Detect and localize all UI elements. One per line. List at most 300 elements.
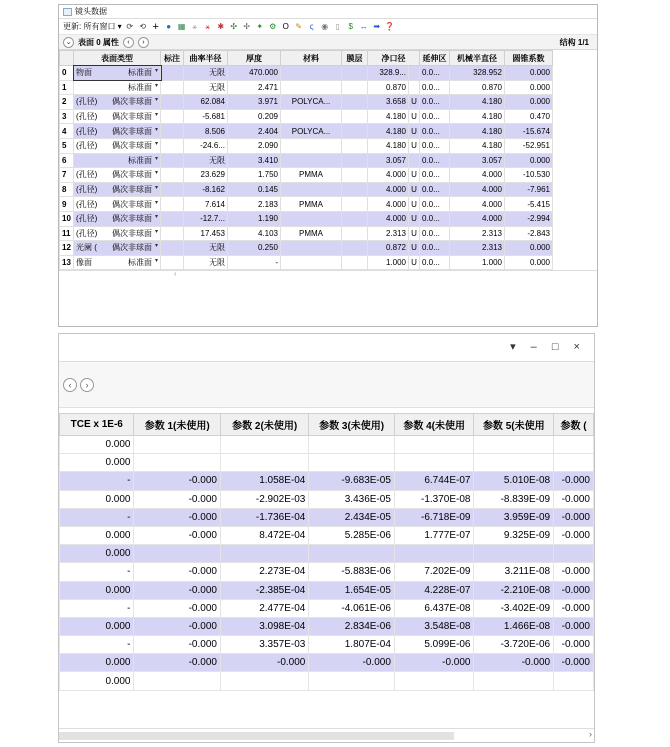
row-index[interactable]: 3 <box>60 109 74 124</box>
parameter-cell[interactable]: 9.325E-09 <box>474 526 554 544</box>
chip-zone-cell[interactable]: 0.0... <box>420 241 450 256</box>
solve-flag-cell[interactable]: U <box>409 109 420 124</box>
radius-cell[interactable]: -24.6... <box>184 138 228 153</box>
mech-semi-dia-cell[interactable]: 328.952 <box>450 66 505 81</box>
coating-cell[interactable] <box>342 197 368 212</box>
radius-cell[interactable]: -12.7... <box>184 211 228 226</box>
table-row[interactable] <box>60 153 553 168</box>
coating-cell[interactable] <box>342 226 368 241</box>
parameter-cell[interactable] <box>554 454 594 472</box>
clear-semi-dia-cell[interactable]: 4.180 <box>368 138 409 153</box>
comment-cell[interactable] <box>161 168 184 183</box>
parameter-cell[interactable]: 2.834E-06 <box>309 617 395 635</box>
clear-semi-dia-cell[interactable]: 4.180 <box>368 109 409 124</box>
coating-cell[interactable] <box>342 124 368 139</box>
mech-semi-dia-cell[interactable]: 4.180 <box>450 109 505 124</box>
radius-cell[interactable]: 7.614 <box>184 197 228 212</box>
table-row[interactable] <box>60 599 594 617</box>
column-header[interactable]: 参数 5(未使用 <box>474 414 554 436</box>
material-cell[interactable]: POLYCA... <box>281 124 342 139</box>
parameter-cell[interactable]: 6.437E-08 <box>394 599 474 617</box>
material-cell[interactable] <box>281 109 342 124</box>
material-cell[interactable] <box>281 66 342 81</box>
mech-semi-dia-cell[interactable]: 4.000 <box>450 197 505 212</box>
link-icon[interactable]: ς <box>309 21 314 31</box>
clear-semi-dia-cell[interactable]: 3.658 <box>368 95 409 110</box>
chip-zone-cell[interactable]: 0.0... <box>420 226 450 241</box>
dropdown-arrow-icon[interactable]: ▾ <box>154 68 158 75</box>
mech-semi-dia-cell[interactable]: 1.000 <box>450 255 505 270</box>
parameter-cell[interactable]: -0.000 <box>134 654 220 672</box>
chip-zone-cell[interactable]: 0.0... <box>420 153 450 168</box>
chip-zone-cell[interactable]: 0.0... <box>420 95 450 110</box>
chip-zone-cell[interactable]: 0.0... <box>420 197 450 212</box>
table-row[interactable] <box>60 182 553 197</box>
clear-semi-dia-cell[interactable]: 4.180 <box>368 124 409 139</box>
parameter-cell[interactable] <box>220 545 308 563</box>
parameter-cell[interactable] <box>394 454 474 472</box>
radius-cell[interactable]: 23.629 <box>184 168 228 183</box>
dropdown-arrow-icon[interactable]: ▾ <box>154 243 158 250</box>
parameter-cell[interactable] <box>554 545 594 563</box>
parameter-cell[interactable]: -2.210E-08 <box>474 581 554 599</box>
column-header[interactable]: 参数 2(未使用) <box>220 414 308 436</box>
parameter-cell[interactable]: -0.000 <box>220 654 308 672</box>
parameter-cell[interactable]: 3.357E-03 <box>220 636 308 654</box>
parameter-cell[interactable]: -4.061E-06 <box>309 599 395 617</box>
table-row[interactable] <box>60 168 553 183</box>
parameter-cell[interactable]: 2.273E-04 <box>220 563 308 581</box>
parameter-cell[interactable]: -0.000 <box>554 636 594 654</box>
conic-cell[interactable]: -7.961 <box>505 182 553 197</box>
coating-cell[interactable] <box>342 211 368 226</box>
parameter-cell[interactable]: -0.000 <box>554 654 594 672</box>
globe-icon[interactable]: ● <box>166 21 172 31</box>
conic-cell[interactable]: -15.674 <box>505 124 553 139</box>
prev-surface-button[interactable]: ‹ <box>63 378 77 392</box>
chip-zone-cell[interactable]: 0.0... <box>420 66 450 81</box>
column-header[interactable]: 厚度 <box>228 51 281 66</box>
conic-cell[interactable]: -5.415 <box>505 197 553 212</box>
parameter-cell[interactable]: -3.402E-09 <box>474 599 554 617</box>
parameter-cell[interactable]: -0.000 <box>134 581 220 599</box>
parameter-cell[interactable]: 2.477E-04 <box>220 599 308 617</box>
collapse-chevron-icon[interactable]: ⌄ <box>63 37 74 48</box>
parameter-cell[interactable]: 0.000 <box>60 454 134 472</box>
table-row[interactable] <box>60 472 594 490</box>
table-row[interactable] <box>60 66 553 81</box>
row-index[interactable]: 11 <box>60 226 74 241</box>
parameter-cell[interactable] <box>394 672 474 690</box>
table-row[interactable] <box>60 211 553 226</box>
radius-cell[interactable]: 8.506 <box>184 124 228 139</box>
table-row[interactable] <box>60 197 553 212</box>
row-index[interactable]: 7 <box>60 168 74 183</box>
parameter-cell[interactable]: -0.000 <box>134 617 220 635</box>
parameter-cell[interactable]: 0.000 <box>60 490 134 508</box>
material-cell[interactable] <box>281 80 342 95</box>
parameter-cell[interactable]: -0.000 <box>134 636 220 654</box>
solve-flag-cell[interactable]: U <box>409 182 420 197</box>
column-header[interactable]: 延伸区 <box>420 51 450 66</box>
surface-properties-label[interactable]: 表面 0 属性 <box>78 37 119 47</box>
table-row[interactable] <box>60 581 594 599</box>
dropdown-arrow-icon[interactable]: ▾ <box>154 97 158 104</box>
parameter-cell[interactable] <box>309 436 395 454</box>
solve-flag-cell[interactable] <box>409 66 420 81</box>
thickness-cell[interactable]: 1.190 <box>228 211 281 226</box>
thickness-cell[interactable]: 2.404 <box>228 124 281 139</box>
surface-type-cell[interactable] <box>74 109 161 124</box>
dropdown-arrow-icon[interactable]: ▾ <box>154 228 158 235</box>
scroll-left-arrow-icon[interactable]: ‹ <box>174 271 177 279</box>
coating-cell[interactable] <box>342 80 368 95</box>
conic-cell[interactable]: -2.843 <box>505 226 553 241</box>
material-cell[interactable]: PMMA <box>281 168 342 183</box>
column-header[interactable]: 净口径 <box>368 51 420 66</box>
ray-icon[interactable]: ⚹ <box>192 21 198 31</box>
solve-flag-cell[interactable] <box>409 153 420 168</box>
table-row[interactable] <box>60 563 594 581</box>
refresh-all-icon[interactable]: ⟲ <box>139 21 147 31</box>
solve-flag-cell[interactable] <box>409 80 420 95</box>
chip-zone-cell[interactable]: 0.0... <box>420 80 450 95</box>
material-cell[interactable] <box>281 241 342 256</box>
table-row[interactable] <box>60 654 594 672</box>
table-row[interactable] <box>60 255 553 270</box>
mech-semi-dia-cell[interactable]: 3.057 <box>450 153 505 168</box>
radius-cell[interactable]: 17.453 <box>184 226 228 241</box>
conic-cell[interactable]: 0.470 <box>505 109 553 124</box>
parameter-cell[interactable]: -2.902E-03 <box>220 490 308 508</box>
material-cell[interactable] <box>281 255 342 270</box>
parameter-cell[interactable]: 0.000 <box>60 672 134 690</box>
parameter-cell[interactable]: -1.736E-04 <box>220 508 308 526</box>
material-cell[interactable] <box>281 153 342 168</box>
surface-type-cell[interactable] <box>74 241 161 256</box>
parameter-cell[interactable]: 1.466E-08 <box>474 617 554 635</box>
table-row[interactable] <box>60 508 594 526</box>
parameter-cell[interactable]: 1.807E-04 <box>309 636 395 654</box>
parameter-cell[interactable]: 1.777E-07 <box>394 526 474 544</box>
parameter-cell[interactable]: 0.000 <box>60 617 134 635</box>
parameter-cell[interactable] <box>554 436 594 454</box>
parameter-cell[interactable]: -0.000 <box>554 581 594 599</box>
parameter-cell[interactable]: 3.098E-04 <box>220 617 308 635</box>
thickness-cell[interactable]: 1.750 <box>228 168 281 183</box>
parameter-cell[interactable] <box>309 454 395 472</box>
mech-semi-dia-cell[interactable]: 2.313 <box>450 226 505 241</box>
dropdown-arrow-icon[interactable]: ▾ <box>154 112 158 119</box>
clear-semi-dia-cell[interactable]: 0.870 <box>368 80 409 95</box>
scrollbar-thumb[interactable] <box>59 732 454 740</box>
comment-cell[interactable] <box>161 80 184 95</box>
update-dropdown[interactable]: 更新: 所有窗口 ▾ <box>63 22 122 31</box>
parameter-cell[interactable] <box>220 672 308 690</box>
mech-semi-dia-cell[interactable]: 4.180 <box>450 95 505 110</box>
parameter-cell[interactable] <box>394 545 474 563</box>
parameter-cell[interactable]: 0.000 <box>60 581 134 599</box>
table-row[interactable] <box>60 672 594 690</box>
surface-type-cell[interactable] <box>74 124 161 139</box>
parameter-cell[interactable]: 0.000 <box>60 654 134 672</box>
row-index[interactable]: 6 <box>60 153 74 168</box>
pickup-icon[interactable]: ✣ <box>230 21 238 31</box>
row-index[interactable]: 5 <box>60 138 74 153</box>
clear-semi-dia-cell[interactable]: 3.057 <box>368 153 409 168</box>
clear-semi-dia-cell[interactable]: 1.000 <box>368 255 409 270</box>
parameter-cell[interactable]: - <box>60 599 134 617</box>
parameter-cell[interactable] <box>474 454 554 472</box>
parameter-cell[interactable]: 0.000 <box>60 436 134 454</box>
table-row[interactable] <box>60 109 553 124</box>
table-row[interactable] <box>60 526 594 544</box>
mech-semi-dia-cell[interactable]: 4.000 <box>450 168 505 183</box>
row-index[interactable]: 4 <box>60 124 74 139</box>
arrow-right-icon[interactable]: ➡ <box>373 21 381 31</box>
material-cell[interactable] <box>281 138 342 153</box>
parameter-cell[interactable] <box>134 454 220 472</box>
dropdown-arrow-icon[interactable]: ▾ <box>154 82 158 89</box>
next-surface-button[interactable]: › <box>80 378 94 392</box>
row-index[interactable]: 10 <box>60 211 74 226</box>
parameter-cell[interactable]: 3.436E-05 <box>309 490 395 508</box>
parameter-cell[interactable]: -3.720E-06 <box>474 636 554 654</box>
conic-cell[interactable]: 0.000 <box>505 66 553 81</box>
mech-semi-dia-cell[interactable]: 4.000 <box>450 182 505 197</box>
table-row[interactable] <box>60 436 594 454</box>
comment-cell[interactable] <box>161 241 184 256</box>
parameter-cell[interactable] <box>134 436 220 454</box>
row-index[interactable]: 9 <box>60 197 74 212</box>
tool-icon[interactable]: ✦ <box>256 21 264 31</box>
conic-cell[interactable]: 0.000 <box>505 80 553 95</box>
parameter-cell[interactable]: -0.000 <box>134 599 220 617</box>
circle-icon[interactable]: O <box>282 21 289 31</box>
thickness-cell[interactable]: 0.250 <box>228 241 281 256</box>
parameter-cell[interactable]: 8.472E-04 <box>220 526 308 544</box>
clear-semi-dia-cell[interactable]: 2.313 <box>368 226 409 241</box>
pen-icon[interactable]: ✎ <box>295 21 303 31</box>
mech-semi-dia-cell[interactable]: 2.313 <box>450 241 505 256</box>
solve-flag-cell[interactable]: U <box>409 197 420 212</box>
dropdown-arrow-icon[interactable]: ▾ <box>154 185 158 192</box>
table-row[interactable] <box>60 80 553 95</box>
parameter-cell[interactable]: 3.959E-09 <box>474 508 554 526</box>
parameter-cell[interactable]: -0.000 <box>134 472 220 490</box>
chip-zone-cell[interactable]: 0.0... <box>420 124 450 139</box>
chip-zone-cell[interactable]: 0.0... <box>420 255 450 270</box>
solve-flag-cell[interactable]: U <box>409 138 420 153</box>
table-row[interactable] <box>60 490 594 508</box>
column-header[interactable]: 参数 ( <box>554 414 594 436</box>
parameter-cell[interactable]: 0.000 <box>60 526 134 544</box>
column-header[interactable]: 表面类型 <box>74 51 161 66</box>
comment-cell[interactable] <box>161 197 184 212</box>
chip-zone-cell[interactable]: 0.0... <box>420 211 450 226</box>
dropdown-arrow-icon[interactable]: ▾ <box>154 155 158 162</box>
parameter-cell[interactable]: -0.000 <box>554 526 594 544</box>
parameter-cell[interactable]: 1.654E-05 <box>309 581 395 599</box>
clear-semi-dia-cell[interactable]: 4.000 <box>368 168 409 183</box>
coating-cell[interactable] <box>342 109 368 124</box>
add-icon[interactable]: + <box>152 20 159 33</box>
parameter-cell[interactable] <box>309 545 395 563</box>
surface-type-cell[interactable] <box>74 66 161 81</box>
table-row[interactable] <box>60 138 553 153</box>
dropdown-arrow-icon[interactable]: ▾ <box>154 170 158 177</box>
comment-cell[interactable] <box>161 153 184 168</box>
chip-zone-cell[interactable]: 0.0... <box>420 109 450 124</box>
parameter-cell[interactable]: -0.000 <box>134 563 220 581</box>
column-header[interactable]: TCE x 1E-6 <box>60 414 134 436</box>
surface-type-cell[interactable] <box>74 226 161 241</box>
mech-semi-dia-cell[interactable]: 4.180 <box>450 138 505 153</box>
scroll-right-arrow-icon[interactable]: › <box>589 729 592 739</box>
dropdown-arrow-icon[interactable]: ▾ <box>154 126 158 133</box>
gear-icon[interactable]: ⚙ <box>269 21 277 31</box>
parameter-cell[interactable] <box>554 672 594 690</box>
parameter-cell[interactable]: -0.000 <box>309 654 395 672</box>
parameter-cell[interactable]: -0.000 <box>394 654 474 672</box>
surface-type-cell[interactable] <box>74 168 161 183</box>
comment-cell[interactable] <box>161 109 184 124</box>
solve-flag-cell[interactable]: U <box>409 241 420 256</box>
table-row[interactable] <box>60 124 553 139</box>
solve-flag-cell[interactable]: U <box>409 255 420 270</box>
comment-cell[interactable] <box>161 182 184 197</box>
coating-cell[interactable] <box>342 241 368 256</box>
coating-cell[interactable] <box>342 255 368 270</box>
thickness-cell[interactable]: 0.209 <box>228 109 281 124</box>
surface-type-cell[interactable] <box>74 197 161 212</box>
parameter-cell[interactable]: 3.548E-08 <box>394 617 474 635</box>
column-header[interactable]: 曲率半径 <box>184 51 228 66</box>
comment-cell[interactable] <box>161 66 184 81</box>
parameter-cell[interactable] <box>220 454 308 472</box>
row-index[interactable]: 8 <box>60 182 74 197</box>
parameter-cell[interactable]: -0.000 <box>554 490 594 508</box>
comment-cell[interactable] <box>161 226 184 241</box>
column-header[interactable]: 膜层 <box>342 51 368 66</box>
mech-semi-dia-cell[interactable]: 4.180 <box>450 124 505 139</box>
parameter-cell[interactable]: 0.000 <box>60 545 134 563</box>
parameter-cell[interactable]: -0.000 <box>554 563 594 581</box>
parameter-cell[interactable]: -0.000 <box>134 490 220 508</box>
coating-cell[interactable] <box>342 95 368 110</box>
column-header[interactable]: 材料 <box>281 51 342 66</box>
column-header[interactable]: 标注 <box>161 51 184 66</box>
parameter-cell[interactable]: -0.000 <box>134 526 220 544</box>
clear-semi-dia-cell[interactable]: 328.9... <box>368 66 409 81</box>
parameter-cell[interactable]: -0.000 <box>474 654 554 672</box>
help-icon[interactable]: ❓ <box>384 21 395 31</box>
parameter-cell[interactable]: 4.228E-07 <box>394 581 474 599</box>
radius-cell[interactable]: 无限 <box>184 80 228 95</box>
radius-cell[interactable]: -8.162 <box>184 182 228 197</box>
parameter-cell[interactable] <box>474 545 554 563</box>
chip-zone-cell[interactable]: 0.0... <box>420 182 450 197</box>
radius-cell[interactable]: 无限 <box>184 66 228 81</box>
conic-cell[interactable]: 0.000 <box>505 153 553 168</box>
conic-cell[interactable]: 0.000 <box>505 255 553 270</box>
column-header[interactable]: 机械半直径 <box>450 51 505 66</box>
refresh-icon[interactable]: ⟳ <box>126 21 134 31</box>
column-header[interactable]: 圆锥系数 <box>505 51 553 66</box>
chip-zone-cell[interactable]: 0.0... <box>420 168 450 183</box>
parameter-cell[interactable]: 1.058E-04 <box>220 472 308 490</box>
conic-cell[interactable]: -10.530 <box>505 168 553 183</box>
surface-type-cell[interactable] <box>74 80 161 95</box>
table-row[interactable] <box>60 617 594 635</box>
thickness-cell[interactable]: 3.410 <box>228 153 281 168</box>
parameter-cell[interactable]: -0.000 <box>554 508 594 526</box>
comment-cell[interactable] <box>161 211 184 226</box>
parameter-cell[interactable]: -8.839E-09 <box>474 490 554 508</box>
coating-cell[interactable] <box>342 66 368 81</box>
comment-cell[interactable] <box>161 95 184 110</box>
comment-cell[interactable] <box>161 255 184 270</box>
parameter-cell[interactable]: 6.744E-07 <box>394 472 474 490</box>
material-cell[interactable] <box>281 211 342 226</box>
dollar-icon[interactable]: $ <box>348 21 353 31</box>
table-row[interactable] <box>60 454 594 472</box>
thickness-cell[interactable]: 2.090 <box>228 138 281 153</box>
parameter-cell[interactable] <box>220 436 308 454</box>
parameter-cell[interactable]: -9.683E-05 <box>309 472 395 490</box>
parameter-cell[interactable]: -0.000 <box>554 599 594 617</box>
thickness-cell[interactable]: 2.471 <box>228 80 281 95</box>
coating-cell[interactable] <box>342 138 368 153</box>
comment-cell[interactable] <box>161 124 184 139</box>
radius-cell[interactable]: 62.084 <box>184 95 228 110</box>
surface-type-cell[interactable] <box>74 138 161 153</box>
conic-cell[interactable]: 0.000 <box>505 95 553 110</box>
mech-semi-dia-cell[interactable]: 4.000 <box>450 211 505 226</box>
parameter-cell[interactable] <box>394 436 474 454</box>
dropdown-arrow-icon[interactable]: ▾ <box>154 214 158 221</box>
dropdown-arrow-icon[interactable]: ▾ <box>154 258 158 265</box>
conic-cell[interactable]: 0.000 <box>505 241 553 256</box>
solve-flag-cell[interactable]: U <box>409 226 420 241</box>
parameter-cell[interactable] <box>309 672 395 690</box>
row-index[interactable]: 2 <box>60 95 74 110</box>
table-row[interactable] <box>60 95 553 110</box>
parameter-cell[interactable]: -0.000 <box>134 508 220 526</box>
parameter-cell[interactable]: - <box>60 472 134 490</box>
column-header[interactable]: 参数 4(未使用 <box>394 414 474 436</box>
surface-type-cell[interactable] <box>74 182 161 197</box>
dropdown-arrow-icon[interactable]: ▾ <box>154 199 158 206</box>
radius-cell[interactable]: 无限 <box>184 153 228 168</box>
next-surface-button[interactable]: › <box>138 37 149 48</box>
prev-surface-button[interactable]: ‹ <box>123 37 134 48</box>
parameter-cell[interactable]: -5.883E-06 <box>309 563 395 581</box>
column-header[interactable]: 参数 1(未使用) <box>134 414 220 436</box>
mech-semi-dia-cell[interactable]: 0.870 <box>450 80 505 95</box>
clear-semi-dia-cell[interactable]: 4.000 <box>368 182 409 197</box>
parameter-cell[interactable]: 5.099E-06 <box>394 636 474 654</box>
parameter-cell[interactable] <box>134 672 220 690</box>
row-index[interactable]: 12 <box>60 241 74 256</box>
thickness-cell[interactable]: 4.103 <box>228 226 281 241</box>
lde-horizontal-scrollbar[interactable] <box>59 270 597 278</box>
ray2-icon[interactable]: ⚹ <box>205 21 211 31</box>
coating-cell[interactable] <box>342 153 368 168</box>
chart-icon[interactable]: ▦ <box>177 21 186 31</box>
thickness-cell[interactable]: 470.000 <box>228 66 281 81</box>
table-row[interactable] <box>60 241 553 256</box>
